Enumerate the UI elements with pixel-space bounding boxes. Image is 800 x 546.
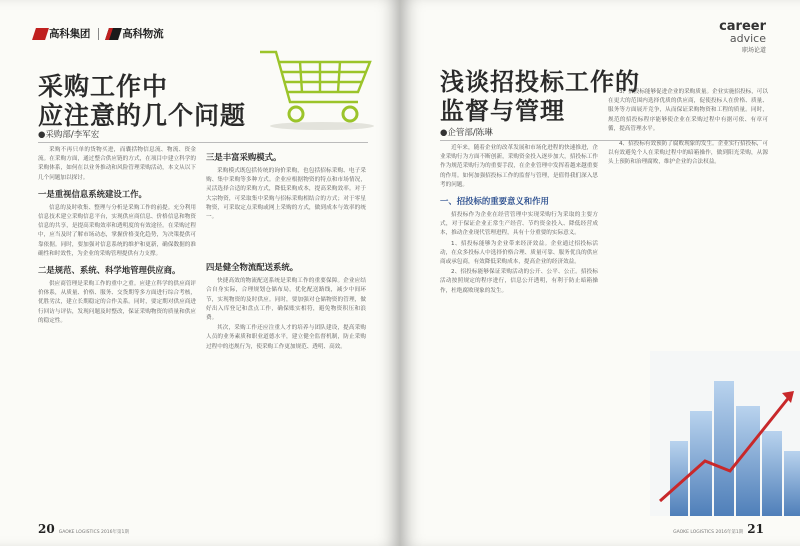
- left-intro-paragraph: 采购不再只单的货物买进，而囊括物信息流、物流、资金流。在采购方面，通过整合供应链的方式，在项目中建立科学的采购体系，如何在以业务推动和风险管理采购活动，本文从以下几个问题加以探讨。: [38, 147, 196, 181]
- left-section-heading-3: 三是丰富采购模式。: [206, 152, 282, 162]
- right-column-2: [608, 88, 768, 308]
- right-section-1-text: 招投标作为企业在经营管理中实现采购行为采取的主要方式，对于保证企业正常生产经营、节约资金投入、降低经营成本，推动企业现代管理进程，具有十分重要的实际意义。: [440, 212, 598, 237]
- right-column-1: [440, 144, 598, 404]
- career-cn-label: 职场论道: [741, 47, 766, 54]
- gaoke-logistics-logo-icon: [105, 28, 122, 40]
- title-divider-left: [38, 142, 368, 143]
- footer-right: GAOKE LOGISTICS 2016年第1期: [673, 530, 744, 535]
- gaoke-logistics-logo: [107, 26, 163, 41]
- right-point-2-text: 2、招投标能够保证采购活动的公开、公平、公正。招投标活动按照规定的程序进行，信息公开透明，有利于防止暗箱操作，杜绝腐败现象的发生。: [440, 269, 598, 294]
- left-column-2: [206, 146, 366, 514]
- career-advice-header: [719, 20, 766, 54]
- article-title-right-line1: 浅谈招投标工作的: [440, 68, 640, 96]
- gaoke-group-logo: [34, 26, 90, 41]
- footer-left: GAOKE LOGISTICS 2016年第1期: [58, 530, 129, 535]
- left-closing-text: 其次，采购工作还应注重人才的培养与团队建设，提高采购人员的业务素质和职业道德水平，建立健全监督机制，防止采购过程中的违规行为，使采购工作更加规范、透明、高效。: [206, 325, 366, 350]
- company-logos: [34, 26, 163, 41]
- shopping-cart-icon: [230, 30, 390, 140]
- left-section-heading-2: 二是规范、系统、科学地管理供应商。: [38, 265, 181, 276]
- article-author-left: ●采购部/李军宏: [38, 130, 100, 140]
- page-number-left-value: 20: [38, 522, 55, 536]
- advice-label: advice: [729, 32, 766, 45]
- left-section-3-text: 采购模式既包括传统的询价采购，也包括招标采购、电子采购、集中采购等多种方式。企业应根据物资的特点和市场情况，灵活选择合适的采购方式，降低采购成本，提高采购效率。对于大宗物资，可采取集中采购与招标采购相结合的方式；对于零星物资，可采取定点采购或网上采购的方式，做到成本与效率的统一。: [206, 168, 366, 221]
- left-section-4-text: 快捷高效的物流配送系统是采购工作的重要保障。企业应结合自身实际，合理规划仓储布局，优化配送路线，减少中间环节，实现物资的及时供应。同时，要加强对仓储物资的管理，做好出入库登记和盘点工作，确保账实相符，避免物资积压和浪费。: [206, 278, 366, 322]
- right-section-heading-1: 一、招投标的重要意义和作用: [440, 196, 549, 207]
- article-title-left-line1: 采购工作中: [38, 72, 169, 101]
- gaoke-logistics-logo-text: 高科物流: [122, 28, 164, 40]
- right-point-3-text: 3、招投标能够促进企业的采购质量。企业实施招投标，可以在更大的范围内选择优质的供应商，促使投标人在价格、质量、服务等方面展开竞争，从而保证采购物资和工程的质量。同时，规范的招投标程序能够使企业在采购过程中有据可依、有章可循，提高管理水平。: [608, 89, 768, 132]
- left-column-1: [38, 146, 196, 514]
- left-section-heading-1: 一是重视信息系统建设工作。: [38, 188, 147, 199]
- gaoke-group-logo-icon: [32, 28, 49, 40]
- right-intro-paragraph: 近年来，随着企业的改革发展和市场化进程的快速推进，企业采购行为方面不断创新，采购资金投入逐步加大，招投标工作作为规范采购行为的重要手段，在企业管理中发挥着越来越重要的作用。如何加强招投标工作的监督与管理，是值得我们深入思考的问题。: [440, 145, 598, 188]
- page-number-left: [38, 522, 129, 536]
- article-title-right-line2: 监督与管理: [440, 97, 565, 125]
- article-author-right: ●企管部/陈琳: [440, 128, 493, 138]
- career-label: career: [719, 19, 766, 34]
- left-section-heading-4: 四是健全物流配送系统。: [206, 262, 299, 273]
- right-page: [400, 0, 800, 546]
- right-point-4-text: 4、招投标有效预防了腐败现象的发生。企业实行招投标，可以有效避免个人在采购过程中的暗箱操作，做到阳光采购，从源头上预防和治理腐败，维护企业的合法权益。: [608, 141, 768, 166]
- page-number-right-value: 21: [747, 522, 764, 536]
- left-section-2-text: 供应商管理是采购工作的重中之重。应建立科学的供应商评价体系，从质量、价格、服务、交货期等多方面进行综合考核，优胜劣汰，建立长期稳定的合作关系。同时，要定期对供应商进行回访与评估，发现问题及时整改，保证采购物资的质量和供应的稳定性。: [38, 281, 196, 324]
- left-section-1-text: 信息的及时收集、整理与分析是采购工作的前提。充分利用信息技术建立采购信息平台，实现供应商信息、价格信息和物资信息的共享，是提高采购效率和透明度的有效途径。在采购过程中，应当及时了解市场动态，掌握价格变化趋势，为决策提供可靠依据。同时，要加强对信息系统的维护和更新，确保数据的准确性和时效性，为企业的采购管理提供有力支撑。: [38, 204, 196, 257]
- city-skyline-illustration: [650, 351, 800, 516]
- right-point-1-text: 1、招投标能够为企业带来经济效益。企业通过招投标活动，在众多投标人中选择价格合理、质量可靠、服务优良的供应商或承包商，有效降低采购成本，提高企业的经济效益。: [440, 240, 598, 266]
- gaoke-group-logo-text: 高科集团: [49, 28, 91, 40]
- article-title-left: [38, 72, 246, 130]
- logo-divider: [98, 28, 99, 40]
- article-title-left-line2: 应注意的几个问题: [38, 101, 247, 130]
- page-number-right: [673, 522, 764, 536]
